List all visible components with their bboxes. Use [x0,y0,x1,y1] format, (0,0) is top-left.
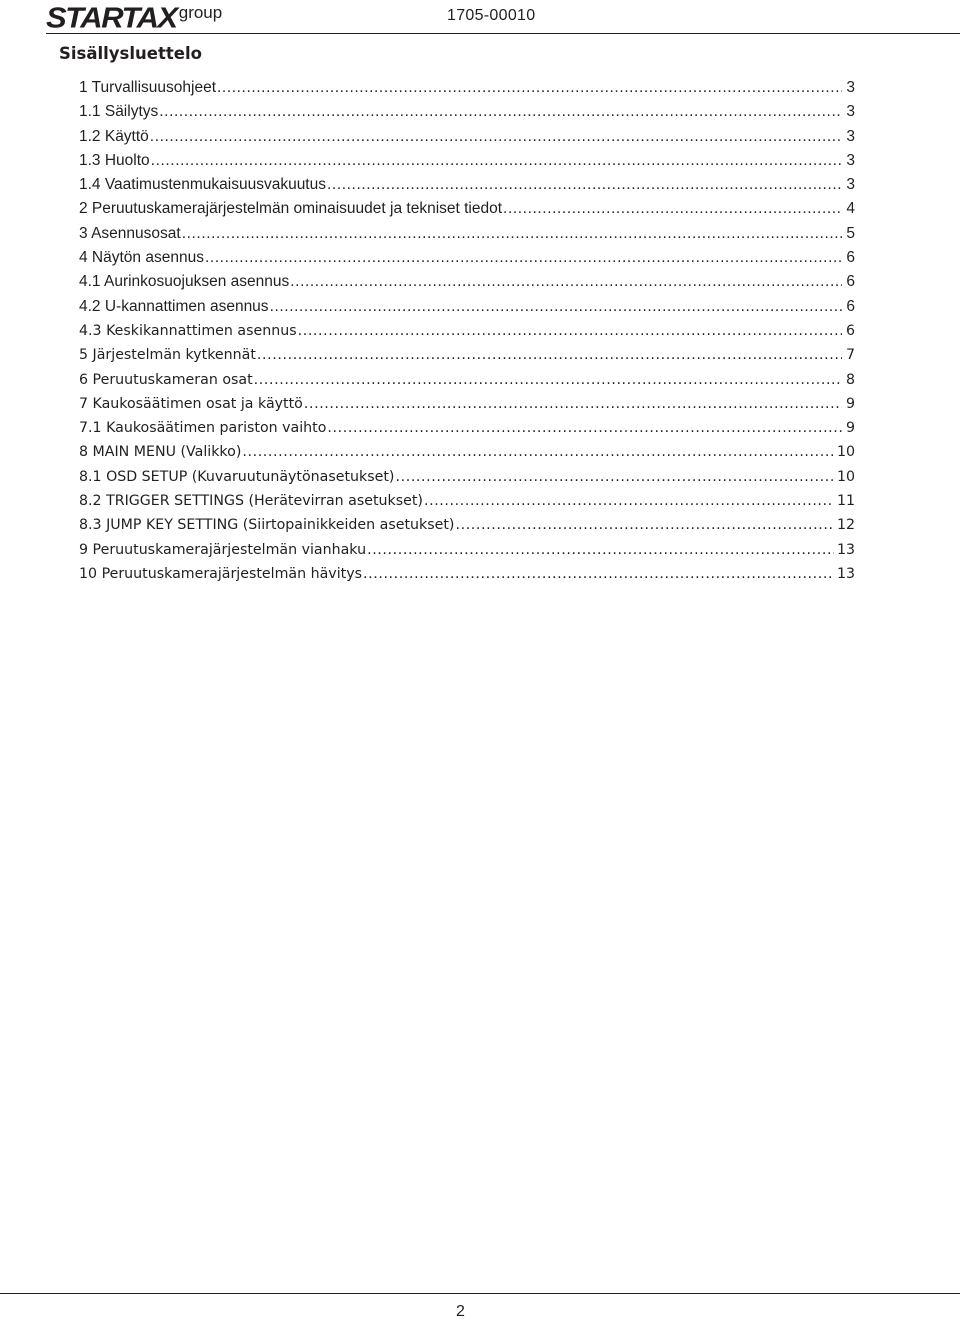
toc-entry[interactable] [79,246,855,270]
toc-dot-leader [159,100,842,124]
toc-entry-label: 10 Peruutuskamerajärjestelmän hävitys [79,565,362,582]
page-number: 2 [456,1303,465,1320]
toc-entry-page: 5 [846,224,855,242]
toc-entry[interactable] [79,270,855,294]
toc-entry-label: 4.3 Keskikannattimen asennus [79,322,297,339]
toc-entry-label: 9 Peruutuskamerajärjestelmän vianhaku [79,541,367,558]
toc-entry-page: 12 [836,517,855,534]
toc-entry[interactable] [79,197,855,221]
toc-entry[interactable] [79,392,855,416]
toc-entry-page: 10 [836,444,855,461]
toc-dot-leader [205,246,842,270]
toc-entry[interactable] [79,295,855,319]
toc-entry-label: 8.2 TRIGGER SETTINGS (Herätevirran asetukset) [79,493,423,510]
toc-entry-page: 7 [845,347,855,364]
document-number: 1705-00010 [447,7,536,24]
toc-dot-leader [150,125,842,149]
toc-entry-page: 11 [836,493,855,510]
toc-entry[interactable] [79,125,855,149]
footer-divider [0,1293,960,1294]
toc-entry-page: 3 [846,151,855,169]
toc-title: Sisällysluettelo [59,44,202,63]
toc-dot-leader [327,416,842,440]
toc-entry-label: 1.2 Käyttö [79,127,149,145]
toc-entry-label: 4.2 U-kannattimen asennus [79,297,269,315]
toc-entry[interactable] [79,489,855,513]
toc-entry-page: 3 [846,79,855,96]
toc-entry-label: 8 MAIN MENU (Valikko) [79,444,242,461]
toc-entry[interactable] [79,100,855,124]
toc-entry[interactable] [79,538,855,562]
toc-entry[interactable] [79,416,855,440]
toc-entry-label: 2 Peruutuskamerajärjestelmän ominaisuudet ja tekniset tiedot [79,200,503,218]
toc-entry-page: 4 [846,200,855,218]
toc-dot-leader [363,562,834,586]
toc-entry-page: 9 [845,395,855,412]
toc-entry-label: 1.1 Säilytys [79,103,159,121]
toc-dot-leader [298,319,842,343]
toc-entry-label: 1.4 Vaatimustenmukaisuusvakuutus [79,176,326,194]
toc-dot-leader [424,489,834,513]
toc-entry-page: 10 [836,468,855,485]
header-divider [46,33,960,34]
toc-entry[interactable] [79,76,855,100]
toc-entry-page: 13 [836,565,855,582]
toc-entry[interactable] [79,319,855,343]
toc-entry-label: 8.3 JUMP KEY SETTING (Siirtopainikkeiden asetukset) [79,517,455,534]
toc-entry[interactable] [79,465,855,489]
toc-entry-label: 4.1 Aurinkosuojuksen asennus [79,273,290,291]
startax-group-logo [46,2,222,32]
toc-entry-label: 7 Kaukosäätimen osat ja käyttö [79,395,303,412]
toc-dot-leader [455,513,833,537]
toc-entry[interactable] [79,440,855,464]
toc-entry-label: 8.1 OSD SETUP (Kuvaruutunäytönasetukset) [79,468,395,485]
toc-entry-label: 4 Näytön asennus [79,249,204,267]
toc-dot-leader [254,368,842,392]
toc-entry-page: 13 [836,541,855,558]
toc-dot-leader [242,440,834,464]
toc-entry-page: 6 [846,297,855,315]
toc-entry[interactable] [79,343,855,367]
toc-entry-label: 1 Turvallisuusohjeet [79,79,216,96]
toc-entry-page: 3 [846,176,855,194]
toc-entry-page: 6 [845,322,855,339]
toc-entry[interactable] [79,173,855,197]
toc-entry-label: 1.3 Huolto [79,151,150,169]
toc-dot-leader [217,76,842,100]
toc-entry[interactable] [79,149,855,173]
toc-dot-leader [367,538,834,562]
toc-entry[interactable] [79,368,855,392]
toc-entry-label: 5 Järjestelmän kytkennät [79,347,256,364]
toc-entry-label: 6 Peruutuskameran osat [79,371,253,388]
toc-dot-leader [503,197,842,221]
logo-suffix: group [178,3,223,22]
toc-entry-page: 9 [845,420,855,437]
toc-entry-page: 3 [846,127,855,145]
toc-dot-leader [151,149,842,173]
toc-entry[interactable] [79,222,855,246]
toc-dot-leader [327,173,842,197]
table-of-contents [79,76,855,586]
toc-entry-page: 3 [846,103,855,121]
toc-entry-page: 6 [846,273,855,291]
toc-entry-page: 8 [845,371,855,388]
toc-entry-label: 7.1 Kaukosäätimen pariston vaihto [79,420,327,437]
toc-dot-leader [290,270,842,294]
toc-dot-leader [270,295,842,319]
toc-entry-label: 3 Asennusosat [79,224,181,242]
toc-entry-page: 6 [846,249,855,267]
logo-wordmark: STARTAX [46,1,177,34]
toc-dot-leader [304,392,842,416]
toc-entry[interactable] [79,562,855,586]
toc-dot-leader [257,343,842,367]
toc-dot-leader [395,465,833,489]
page-header [0,0,960,34]
toc-entry[interactable] [79,513,855,537]
toc-dot-leader [182,222,842,246]
